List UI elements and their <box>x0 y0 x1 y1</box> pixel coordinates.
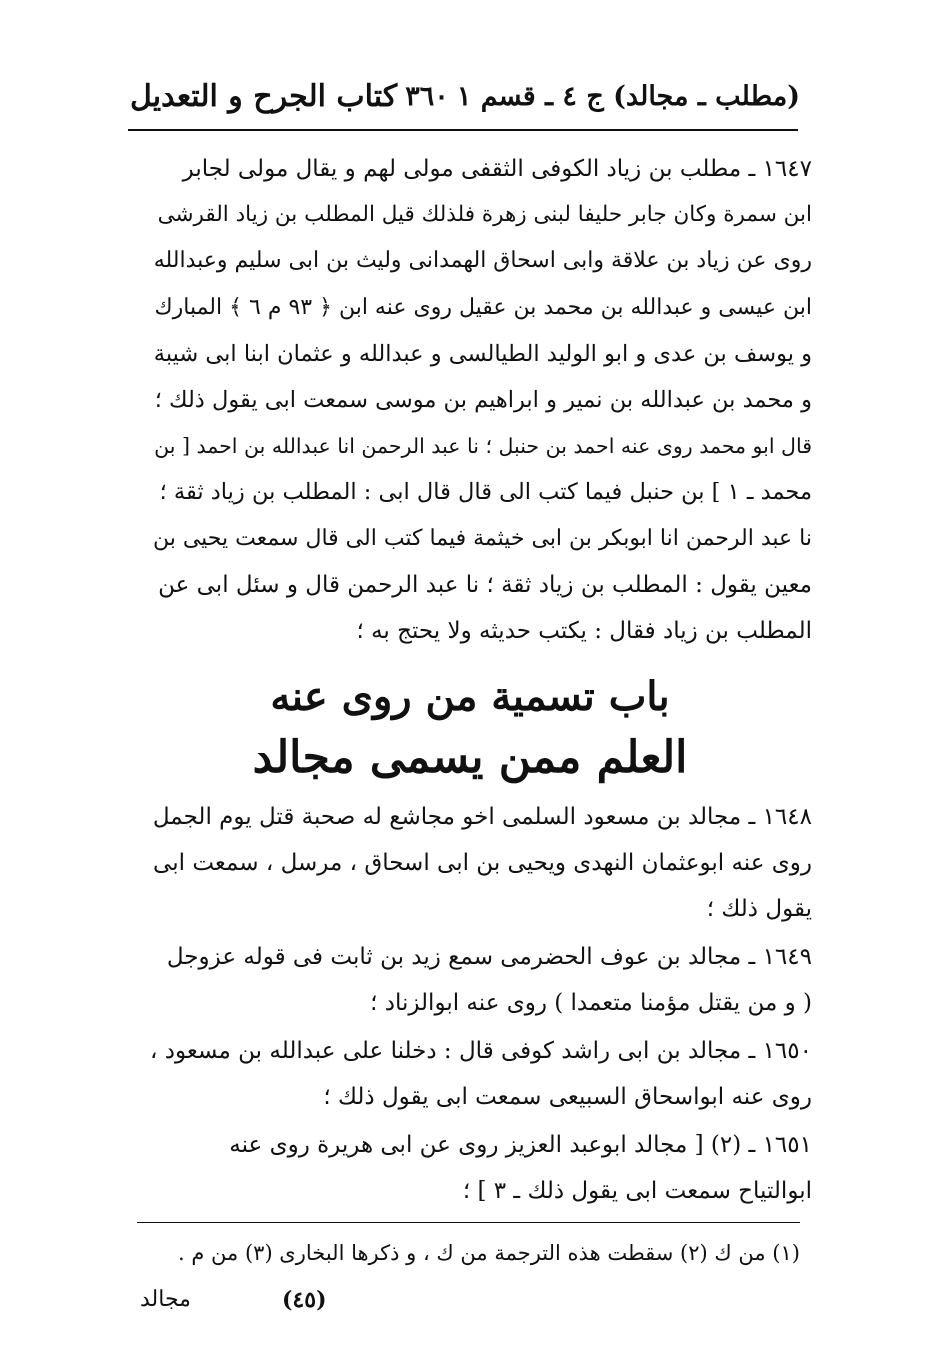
entry-1650 <box>148 1028 812 1120</box>
entry-line: ١٦٤٨ ـ مجالد بن مسعود السلمى اخو مجاشع له صحبة قتل يوم الجمل <box>152 804 812 830</box>
entry-line: قال ابو محمد روى عنه احمد بن حنبل ؛ نا عبد الرحمن انا عبدالله بن احمد [ بن <box>154 434 812 459</box>
entry-1651 <box>148 1122 812 1214</box>
entry-line: ( و من يقتل مؤمنا متعمدا ) روى عنه ابوالزناد ؛ <box>370 990 812 1017</box>
entry-line: روى عن زياد بن علاقة وابى اسحاق الهمدانى وليث بن ابى سليم وعبدالله <box>153 248 812 274</box>
running-header <box>130 70 800 122</box>
entry-1647 <box>148 146 812 654</box>
entry-line: نا عبد الرحمن انا ابوبكر بن ابى خيثمة فيما كتب الى قال سمعت يحيى بن <box>152 525 812 551</box>
entry-line: روى عنه ابوعثمان النهدى ويحيى بن ابى اسحاق ، مرسل ، سمعت ابى <box>153 850 812 877</box>
catchword: مجالد <box>140 1287 191 1312</box>
page-footer <box>140 1287 380 1323</box>
entry-line: ١٦٥١ ـ (٢) [ مجالد ابوعبد العزيز روى عن ابى هريرة روى عنه <box>229 1132 812 1158</box>
footnotes: (١) من ك (٢) سقطت هذه الترجمة من ك ، و ذكرها البخارى (٣) من م . <box>178 1241 800 1265</box>
entry-line: و يوسف بن عدى و ابو الوليد الطيالسى و عبدالله و عثمان ابنا ابى شيبة <box>153 340 812 367</box>
section-reference: (مطلب ـ مجالد) ج ٤ ـ قسم ١ <box>456 80 800 112</box>
entry-line: محمد ـ ١ ] بن حنبل فيما كتب الى قال قال ابى : المطلب بن زياد ثقة ؛ <box>159 479 812 506</box>
page-number: ٣٦٠ <box>405 80 449 112</box>
entry-1648 <box>148 794 812 933</box>
footnote-rule <box>137 1222 800 1223</box>
entry-line: ابن سمرة وكان جابر حليفا لبنى زهرة فلذلك قيل المطلب بن زياد القرشى <box>157 202 812 228</box>
signature-mark: (٤٥) <box>282 1287 327 1313</box>
entry-line: و محمد بن عبدالله بن نمير و ابراهيم بن موسى سمعت ابى يقول ذلك ؛ <box>154 386 812 413</box>
entry-line: ١٦٤٧ ـ مطلب بن زياد الكوفى الثقفى مولى لهم و يقال مولى لجابر <box>182 156 812 182</box>
entry-line: ١٦٤٩ ـ مجالد بن عوف الحضرمى سمع زيد بن ثابت فى قوله عزوجل <box>166 944 812 970</box>
entry-line: معين يقول : المطلب بن زياد ثقة ؛ نا عبد الرحمن قال و سئل ابى عن <box>158 571 812 598</box>
entry-line: المطلب بن زياد فقال : يكتب حديثه ولا يحتج به ؛ <box>356 617 812 644</box>
header-rule <box>128 129 798 131</box>
chapter-heading-line-1: باب تسمية من روى عنه <box>270 673 670 720</box>
entry-1649 <box>148 934 812 1026</box>
entry-line: روى عنه ابواسحاق السبيعى سمعت ابى يقول ذلك ؛ <box>323 1084 812 1111</box>
chapter-heading-line-2: العلم ممن يسمى مجالد <box>252 732 688 783</box>
entry-line: ابوالتياح سمعت ابى يقول ذلك ـ ٣ ] ؛ <box>462 1178 812 1205</box>
entry-line: يقول ذلك ؛ <box>706 896 812 923</box>
entry-line: ١٦٥٠ ـ مجالد بن ابى راشد كوفى قال : دخلنا على عبدالله بن مسعود ، <box>150 1038 812 1064</box>
book-title: كتاب الجرح و التعديل <box>130 78 398 114</box>
entry-line: ابن عيسى و عبدالله بن محمد بن عقيل روى عنه ابن ﴿ ٩٣ م ٦ ﴾ المبارك <box>154 294 812 320</box>
